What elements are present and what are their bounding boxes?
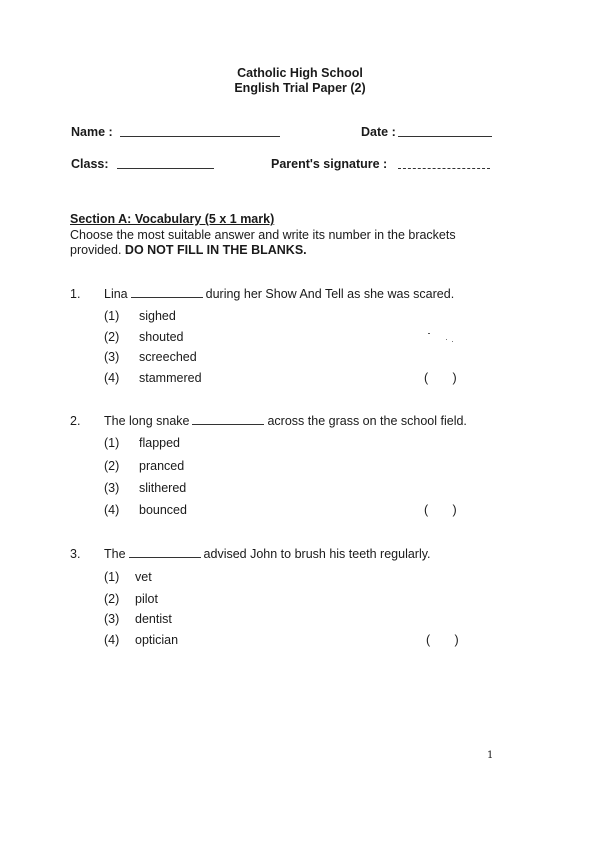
instruction-line-1: Choose the most suitable answer and write its number in the brackets: [70, 228, 456, 242]
scan-speck: [428, 333, 430, 334]
question-1-number: 1.: [70, 287, 81, 301]
scan-speck: [452, 341, 453, 342]
q3-option-2-num: (2): [104, 592, 120, 606]
q1-option-2-text: shouted: [139, 330, 184, 344]
class-line[interactable]: [117, 168, 214, 169]
q1-option-3-text: screeched: [139, 350, 197, 364]
q3-option-2-text: pilot: [135, 592, 158, 606]
q3-option-1-text: vet: [135, 570, 152, 584]
question-1-before: Lina: [104, 287, 128, 301]
instruction-provided: provided.: [70, 243, 122, 257]
q3-option-3-num: (3): [104, 612, 120, 626]
q1-answer-bracket[interactable]: ( ): [424, 371, 457, 385]
name-label: Name :: [71, 125, 113, 139]
question-1-after: during her Show And Tell as she was scared.: [205, 287, 455, 301]
q2-option-3-num: (3): [104, 481, 120, 495]
question-2-before: The long snake: [104, 414, 190, 428]
paper-title: English Trial Paper (2): [234, 81, 366, 95]
q2-option-1-num: (1): [104, 436, 120, 450]
q1-option-2-num: (2): [104, 330, 120, 344]
date-label: Date :: [361, 125, 396, 139]
instruction-line-2: [70, 243, 307, 257]
q1-option-4-text: stammered: [139, 371, 202, 385]
question-1-blank: [131, 287, 203, 298]
q2-option-1-text: flapped: [139, 436, 181, 450]
q2-option-2-num: (2): [104, 459, 120, 473]
question-3-before: The: [104, 547, 126, 561]
q1-option-3-num: (3): [104, 350, 120, 364]
q2-option-4-text: bounced: [139, 503, 187, 517]
q3-answer-bracket[interactable]: ( ): [426, 633, 459, 647]
q3-option-4-text: optician: [135, 633, 179, 647]
question-1-text: [104, 287, 454, 301]
class-label: Class:: [71, 157, 109, 171]
q2-answer-bracket[interactable]: ( ): [424, 503, 457, 517]
q3-option-4-num: (4): [104, 633, 120, 647]
q2-option-4-num: (4): [104, 503, 120, 517]
q3-option-1-num: (1): [104, 570, 120, 584]
instruction-warning: DO NOT FILL IN THE BLANKS.: [124, 243, 307, 257]
question-3-blank: [129, 547, 201, 558]
question-2-after: across the grass on the school field.: [267, 414, 467, 428]
signature-label: Parent's signature :: [271, 157, 388, 171]
section-title: Section A: Vocabulary (5 x 1 mark): [70, 212, 275, 226]
q2-option-2-text: pranced: [139, 459, 185, 473]
question-3-after: advised John to brush his teeth regularly.: [203, 547, 431, 561]
question-3-number: 3.: [70, 547, 81, 561]
page-number: 1: [487, 750, 494, 761]
q1-option-1-text: sighed: [139, 309, 176, 323]
school-name: Catholic High School: [237, 66, 363, 80]
question-2-number: 2.: [70, 414, 81, 428]
q3-option-3-text: dentist: [135, 612, 172, 626]
q1-option-4-num: (4): [104, 371, 120, 385]
question-2-blank: [192, 414, 264, 425]
scan-speck: [446, 339, 447, 340]
name-line[interactable]: [120, 136, 280, 137]
signature-line[interactable]: [398, 168, 490, 169]
question-2-text: [104, 414, 467, 428]
question-3-text: [104, 547, 431, 561]
q1-option-1-num: (1): [104, 309, 120, 323]
date-line[interactable]: [398, 136, 492, 137]
q2-option-3-text: slithered: [139, 481, 187, 495]
